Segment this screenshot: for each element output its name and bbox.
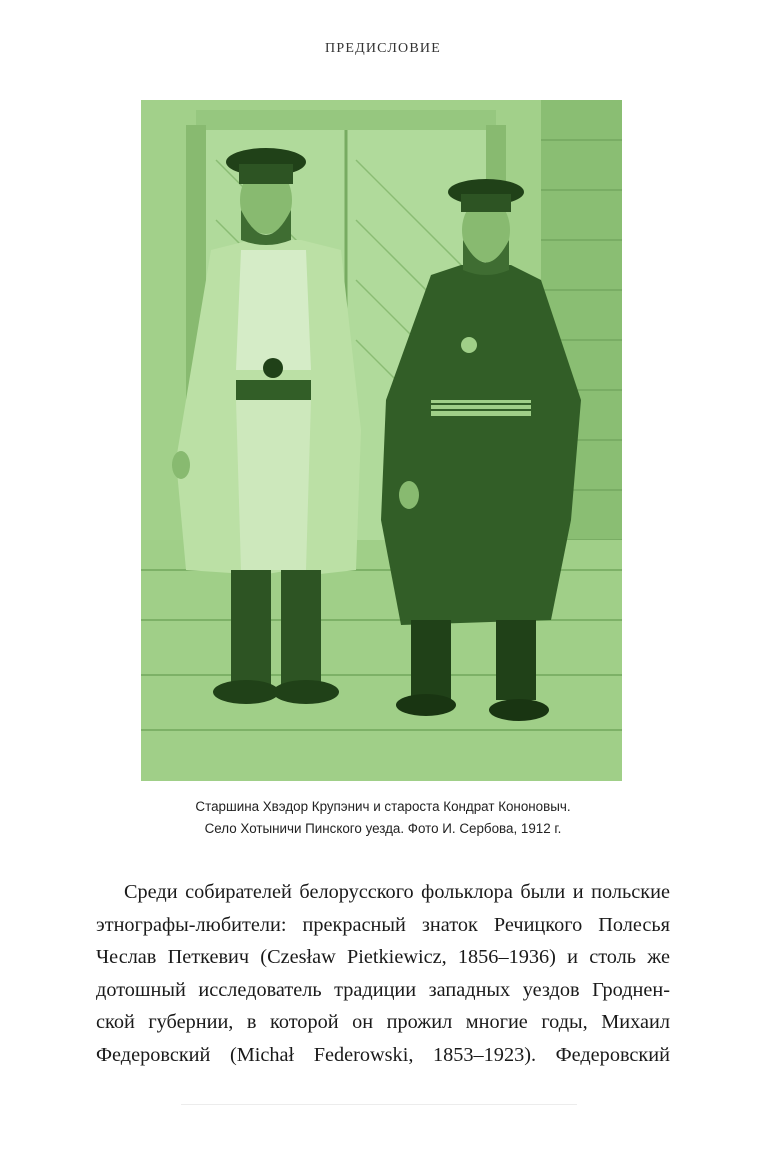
body-line-4: дотошный исследователь традиции западных уездов Гроднен- [96, 978, 670, 1001]
photo-illustration [141, 100, 622, 781]
body-line-3: Чеслав Петкевич (Czesław Pietkiewicz, 1856–1936) и столь же [96, 946, 670, 968]
footer-rule [181, 1104, 577, 1105]
body-line-1: Среди собирателей белорусского фольклора были и польские [124, 881, 670, 903]
photo-caption [100, 796, 666, 840]
body-line-5: ской губернии, в которой он прожил многие годы, Михаил [96, 1011, 670, 1033]
caption-line-1: Старшина Хвэдор Крупэнич и староста Кондрат Кононовыч. [195, 799, 571, 814]
body-line-2: этнографы-любители: прекрасный знаток Речицкого Полесья [96, 913, 670, 936]
photo-two-men [141, 100, 622, 781]
body-line-6: Федеровский (Michał Federowski, 1853–1923). Федеровский [96, 1043, 670, 1066]
body-paragraph [96, 876, 670, 1071]
running-head: ПРЕДИСЛОВИЕ [325, 41, 441, 56]
caption-line-2: Село Хотыничи Пинского уезда. Фото И. Сербова, 1912 г. [204, 821, 562, 836]
